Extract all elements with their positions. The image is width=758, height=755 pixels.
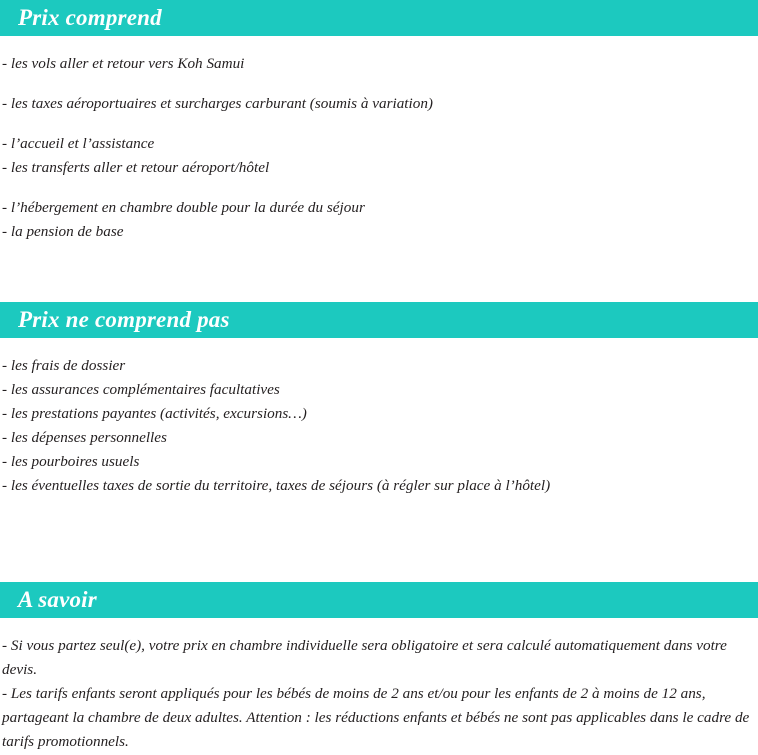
section-body-a-savoir (0, 618, 758, 754)
list-item: - les taxes aéroportuaires et surcharges carburant (soumis à variation) (2, 95, 433, 112)
list-item: - les pourboires usuels (2, 453, 140, 470)
section-prix-comprend (0, 0, 758, 244)
section-title-prix-comprend: Prix comprend (0, 0, 758, 36)
list-item: - les vols aller et retour vers Koh Samui (2, 55, 245, 72)
section-body-prix-ne-comprend-pas (0, 338, 758, 498)
paragraph: - Si vous partez seul(e), votre prix en chambre individuelle sera obligatoire et sera calculé automatiquement dans votre devis. (2, 637, 727, 678)
list-item: - les éventuelles taxes de sortie du territoire, taxes de séjours (à régler sur place à l’hôtel) (2, 477, 551, 494)
list-item: - les prestations payantes (activités, excursions…) (2, 405, 307, 422)
list-item: - la pension de base (2, 223, 124, 240)
list-item: - les assurances complémentaires facultatives (2, 381, 280, 398)
list-item: - l’hébergement en chambre double pour la durée du séjour (2, 199, 365, 216)
list-item: - l’accueil et l’assistance (2, 135, 155, 152)
paragraph: - Les tarifs enfants seront appliqués pour les bébés de moins de 2 ans et/ou pour les enfants de 2 à moins de 12 ans, partageant la chambre de deux adultes. Attention : les réductions enfants et bébés ne sont pas applicables dans le cadre de tarifs promotionnels. (2, 685, 750, 750)
list-item: - les transferts aller et retour aéroport/hôtel (2, 159, 270, 176)
section-title-a-savoir: A savoir (0, 582, 758, 618)
section-prix-ne-comprend-pas (0, 302, 758, 498)
list-item: - les dépenses personnelles (2, 429, 167, 446)
section-title-prix-ne-comprend-pas: Prix ne comprend pas (0, 302, 758, 338)
section-spacer (0, 244, 758, 302)
section-spacer (0, 498, 758, 582)
list-item: - les frais de dossier (2, 357, 126, 374)
section-body-prix-comprend (0, 36, 758, 244)
section-a-savoir (0, 582, 758, 754)
